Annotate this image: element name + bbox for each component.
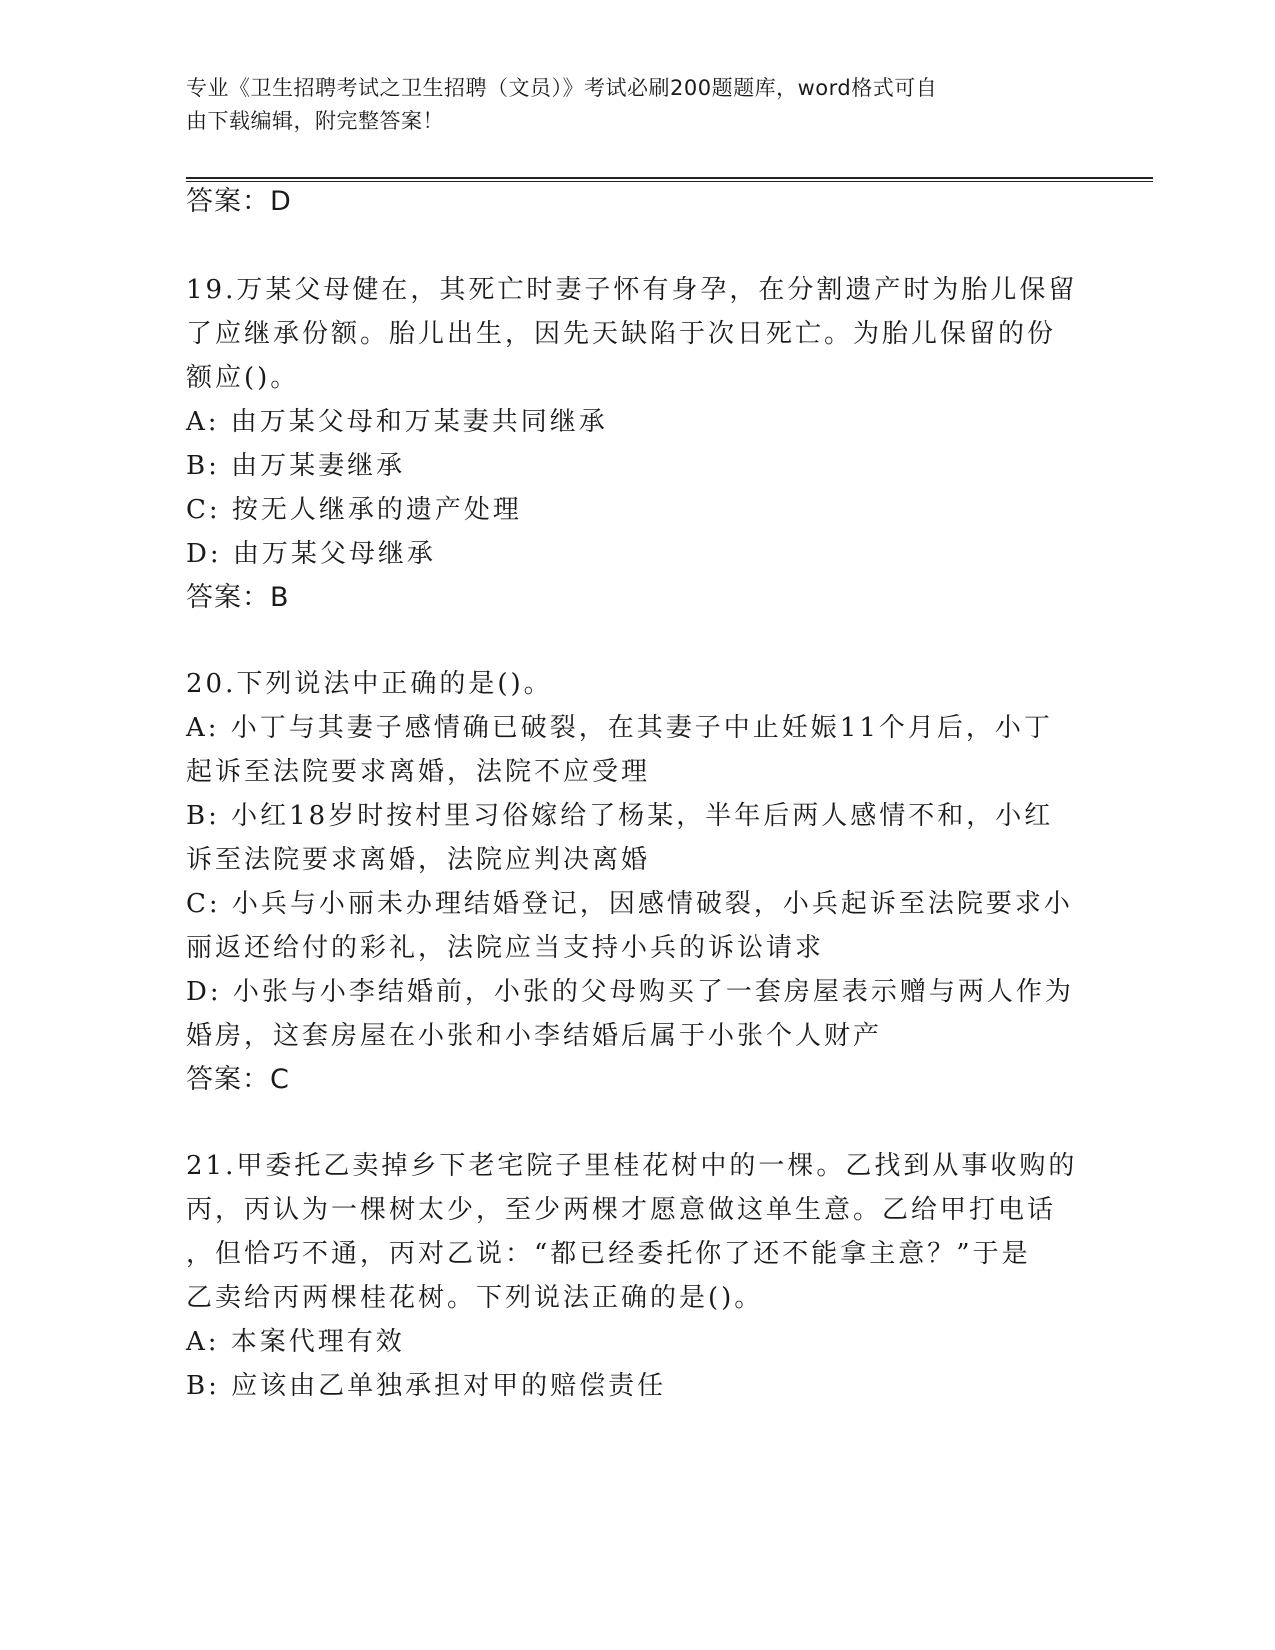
- q20-option-b-line-2: 诉至法院要求离婚，法院应判决离婚: [186, 845, 651, 875]
- q20-option-a-line-2: 起诉至法院要求离婚，法院不应受理: [186, 757, 651, 787]
- q20-option-d-line-2: 婚房，这套房屋在小张和小李结婚后属于小张个人财产: [186, 1021, 883, 1051]
- q20-option-a-line-1: A: 小丁与其妻子感情确已破裂，在其妻子中止妊娠11个月后，小丁: [186, 713, 1053, 743]
- page-header: [186, 72, 1066, 138]
- q20-option-c-line-1: C: 小兵与小丽未办理结婚登记，因感情破裂，小兵起诉至法院要求小: [186, 889, 1073, 919]
- q21-stem-line-3: ，但恰巧不通，丙对乙说：“都已经委托你了还不能拿主意？”于是: [186, 1239, 1031, 1269]
- q21-stem-line-4: 乙卖给丙两棵桂花树。下列说法正确的是()。: [186, 1283, 764, 1313]
- q21-option-a: A: 本案代理有效: [186, 1327, 405, 1357]
- q20-option-c-line-2: 丽返还给付的彩礼，法院应当支持小兵的诉讼请求: [186, 933, 825, 963]
- q20-stem-line-1: 20.下列说法中正确的是()。: [186, 669, 553, 699]
- q19-stem-line-2: 了应继承份额。胎儿出生，因先天缺陷于次日死亡。为胎儿保留的份: [186, 319, 1057, 349]
- q21-stem-line-1: 21.甲委托乙卖掉乡下老宅院子里桂花树中的一棵。乙找到从事收购的: [186, 1151, 1078, 1181]
- header-line-2: 由下载编辑，附完整答案！: [186, 109, 444, 133]
- q19-option-c: C: 按无人继承的遗产处理: [186, 495, 522, 525]
- q19-option-a: A: 由万某父母和万某妻共同继承: [186, 407, 608, 437]
- q19-stem-line-1: 19.万某父母健在，其死亡时妻子怀有身孕，在分割遗产时为胎儿保留: [186, 275, 1078, 305]
- header-rule-thin: [186, 181, 1153, 182]
- answer-q18: 答案：D: [186, 186, 292, 217]
- header-line-1: 专业《卫生招聘考试之卫生招聘（文员）》考试必刷200题题库，word格式可自: [186, 76, 938, 100]
- q21-stem-line-2: 丙，丙认为一棵树太少，至少两棵才愿意做这单生意。乙给甲打电话: [186, 1195, 1057, 1225]
- answer-q19: 答案：B: [186, 582, 290, 613]
- answer-q20: 答案：C: [186, 1064, 290, 1095]
- q21-option-b: B: 应该由乙单独承担对甲的赔偿责任: [186, 1371, 667, 1401]
- q20-option-d-line-1: D: 小张与小李结婚前，小张的父母购买了一套房屋表示赠与两人作为: [186, 977, 1074, 1007]
- header-rule-thick: [186, 177, 1153, 179]
- q19-stem-line-3: 额应()。: [186, 363, 300, 393]
- q19-option-b: B: 由万某妻继承: [186, 451, 406, 481]
- q19-option-d: D: 由万某父母继承: [186, 539, 436, 569]
- q20-option-b-line-1: B: 小红18岁时按村里习俗嫁给了杨某，半年后两人感情不和，小红: [186, 801, 1054, 831]
